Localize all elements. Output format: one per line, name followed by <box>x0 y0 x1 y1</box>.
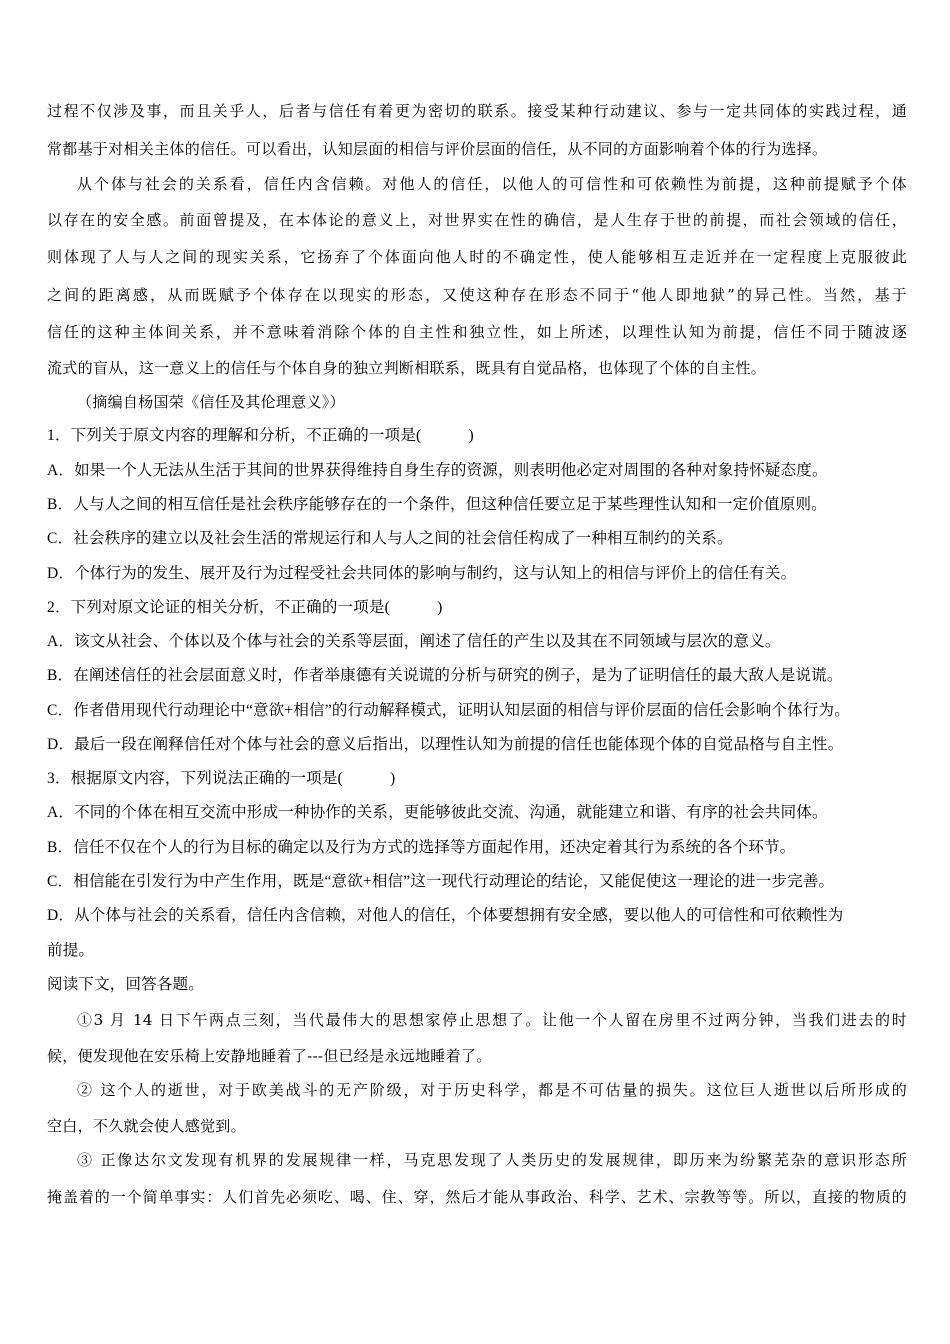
passage2-paragraph-1-line-2: 候，便发现他在安乐椅上安静地睡着了---但已经是永远地睡着了。 <box>47 1047 492 1065</box>
passage1-line-5: 则体现了人与人之间的现实关系，它扬弃了个体面向他人时的不确定性，使人能够相互走近并在一定程度上克服彼此 <box>47 248 907 266</box>
question-2-stem: 2．下列对原文论证的相关分析，不正确的一项是( ) <box>47 599 443 616</box>
question-3-option-c: C．相信能在引发行为中产生作用，既是“意欲+相信”这一现代行动理论的结论，又能促使这一理论的进一步完善。 <box>47 873 835 890</box>
question-1-option-a: A．如果一个人无法从生活于其间的世界获得维持自身生存的资源，则表明他必定对周围的各种对象持怀疑态度。 <box>47 462 828 479</box>
passage1-line-7: 信任的这种主体间关系，并不意味着消除个体的自主性和独立性，如上所述，以理性认知为前提，信任不同于随波逐 <box>47 323 907 341</box>
question-2-option-c: C．作者借用现代行动理论中“意欲+相信”的行动解释模式，证明认知层面的相信与评价层面的信任会影响个体行为。 <box>47 702 850 719</box>
question-1-stem: 1．下列关于原文内容的理解和分析，不正确的一项是( ) <box>47 427 474 444</box>
question-3-stem: 3．根据原文内容，下列说法正确的一项是( ) <box>47 770 396 787</box>
question-1-option-b: B．人与人之间的相互信任是社会秩序能够存在的一个条件，但这种信任要立足于某些理性认知和一定价值原则。 <box>47 496 827 513</box>
question-3-option-d-continued: 前提。 <box>47 942 95 959</box>
question-3-option-b: B．信任不仅在个人的行为目标的确定以及行为方式的选择等方面起作用，还决定着其行为系统的各个环节。 <box>47 839 796 856</box>
passage2-paragraph-1-line-1: ①3 月 14 日下午两点三刻，当代最伟大的思想家停止思想了。让他一个人留在房里不过两分钟，当我们进去的时 <box>77 1011 907 1029</box>
passage1-line-2: 常都基于对相关主体的信任。可以看出，认知层面的相信与评价层面的信任，从不同的方面影响着个体的行为选择。 <box>47 140 828 158</box>
passage2-intro: 阅读下文，回答各题。 <box>47 976 205 993</box>
passage1-line-3: 从个体与社会的关系看，信任内含信赖。对他人的信任，以他人的可信性和可依赖性为前提，这种前提赋予个体 <box>77 175 907 193</box>
passage1-source: （摘编自杨国荣《信任及其伦理意义》） <box>77 393 345 411</box>
passage2-paragraph-3-line-1: ③ 正像达尔文发现有机界的发展规律一样，马克思发现了人类历史的发展规律，即历来为纷繁芜杂的意识形态所 <box>77 1151 907 1169</box>
question-1-option-d: D．个体行为的发生、展开及行为过程受社会共同体的影响与制约，这与认知上的相信与评价上的信任有关。 <box>47 565 797 582</box>
passage1-line-6: 之间的距离感，从而既赋予个体存在以现实的形态，又使这种存在形态不同于“他人即地狱”的异己性。当然，基于 <box>47 286 907 304</box>
passage2-paragraph-2-line-2: 空白，不久就会使人感觉到。 <box>47 1117 246 1135</box>
passage1-line-1: 过程不仅涉及事，而且关乎人，后者与信任有着更为密切的联系。接受某种行动建议、参与一定共同体的实践过程，通 <box>47 102 907 120</box>
question-2-option-d: D．最后一段在阐释信任对个体与社会的意义后指出，以理性认知为前提的信任也能体现个体的自觉品格与自主性。 <box>47 736 844 753</box>
question-3-option-d: D．从个体与社会的关系看，信任内含信赖，对他人的信任，个体要想拥有安全感，要以他人的可信性和可依赖性为 <box>47 907 844 924</box>
question-1-option-c: C．社会秩序的建立以及社会生活的常规运行和人与人之间的社会信任构成了一种相互制约的关系。 <box>47 530 733 547</box>
passage1-line-4: 以存在的安全感。前面曾提及，在本体论的意义上，对世界实在性的确信，是人生存于世的前提，而社会领域的信任， <box>47 211 907 229</box>
passage1-line-8: 流式的盲从，这一意义上的信任与个体自身的独立判断相联系，既具有自觉品格，也体现了个体的自主性。 <box>47 359 767 377</box>
question-3-option-a: A．不同的个体在相互交流中形成一种协作的关系，更能够彼此交流、沟通，就能建立和谐、有序的社会共同体。 <box>47 804 828 821</box>
question-2-option-b: B．在阐述信任的社会层面意义时，作者举康德有关说谎的分析与研究的例子，是为了证明信任的最大敌人是说谎。 <box>47 667 843 684</box>
question-2-option-a: A．该文从社会、个体以及个体与社会的关系等层面，阐述了信任的产生以及其在不同领域与层次的意义。 <box>47 633 781 650</box>
passage2-paragraph-3-line-2: 掩盖着的一个简单事实：人们首先必须吃、喝、住、穿，然后才能从事政治、科学、艺术、宗教等等。所以，直接的物质的 <box>47 1188 907 1206</box>
passage2-paragraph-2-line-1: ② 这个人的逝世，对于欧美战斗的无产阶级，对于历史科学，都是不可估量的损失。这位巨人逝世以后所形成的 <box>77 1081 907 1099</box>
